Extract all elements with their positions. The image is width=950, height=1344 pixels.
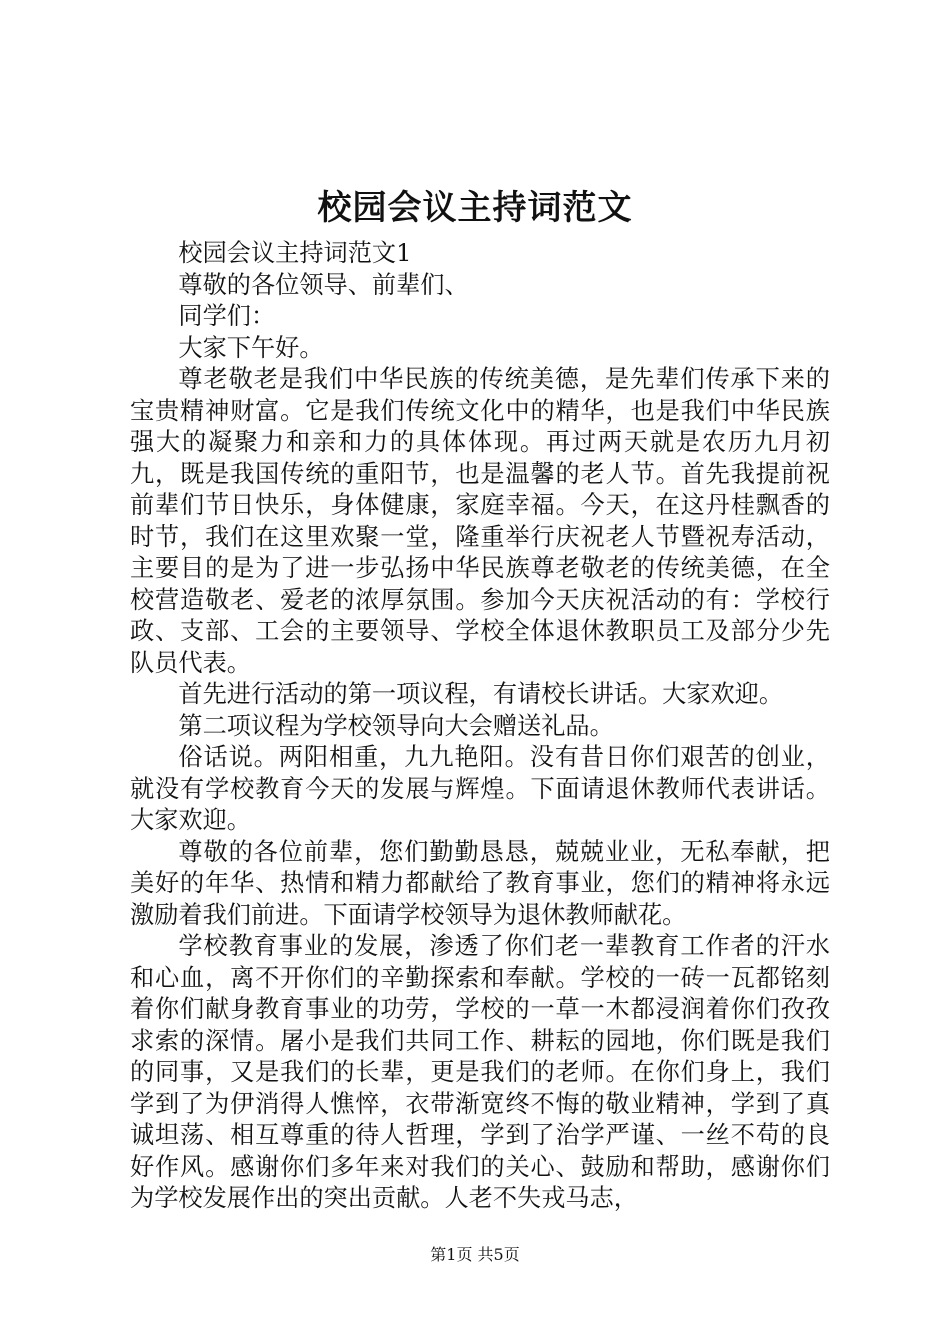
document-title: 校园会议主持词范文 <box>317 188 633 228</box>
document-body <box>130 238 830 1215</box>
paragraph-salutation-2: 同学们： <box>178 302 276 330</box>
paragraph-agenda-2: 第二项议程为学校领导向大会赠送礼品。 <box>178 711 614 740</box>
paragraph-proverb: 俗话说。两阳相重，九九艳阳。没有昔日你们艰苦的创业，就没有学校教育今天的发展与辉煌。下面请退休教师代表讲话。大家欢迎。 <box>130 743 830 834</box>
paragraph-heading: 校园会议主持词范文1 <box>178 239 412 267</box>
paragraph-intro: 尊老敬老是我们中华民族的传统美德，是先辈们传承下来的宝贵精神财富。它是我们传统文化中的精华，也是我们中华民族强大的凝聚力和亲和力的具体体现。再过两天就是农历九月初九，既是我国传统的重阳节，也是温馨的老人节。首先我提前祝前辈们节日快乐，身体健康，家庭幸福。今天，在这丹桂飘香的时节，我们在这里欢聚一堂，隆重举行庆祝老人节暨祝寿活动，主要目的是为了进一步弘扬中华民族尊老敬老的传统美德，在全校营造敬老、爱老的浓厚氛围。参加今天庆祝活动的有：学校行政、支部、工会的主要领导、学校全体退休教职员工及部分少先队员代表。 <box>130 365 830 677</box>
paragraph-salutation: 尊敬的各位领导、前辈们、 <box>178 270 469 299</box>
page-footer: 第1页 共5页 <box>430 1245 520 1264</box>
paragraph-agenda-1: 首先进行活动的第一项议程，有请校长讲话。大家欢迎。 <box>178 680 784 708</box>
paragraph-thanks: 学校教育事业的发展，渗透了你们老一辈教育工作者的汗水和心血，离不开你们的辛勤探索和奉献。学校的一砖一瓦都铭刻着你们献身教育事业的功劳，学校的一草一木都浸润着你们孜孜求索的深情。屠小是我们共同工作、耕耘的园地，你们既是我们的同事，又是我们的长辈，更是我们的老师。在你们身上，我们学到了为伊消得人憔悴，衣带渐宽终不悔的敬业精神，学到了真诚坦荡、相互尊重的待人哲理，学到了治学严谨、一丝不苟的良好作风。感谢你们多年来对我们的关心、鼓励和帮助，感谢你们为学校发展作出的突出贡献。人老不失戎马志， <box>130 932 830 1212</box>
paragraph-tribute: 尊敬的各位前辈，您们勤勤恳恳，兢兢业业，无私奉献，把美好的年华、热情和精力都献给了教育事业，您们的精神将永远激励着我们前进。下面请学校领导为退休教师献花。 <box>130 837 830 929</box>
paragraph-greeting: 大家下午好。 <box>178 333 324 362</box>
